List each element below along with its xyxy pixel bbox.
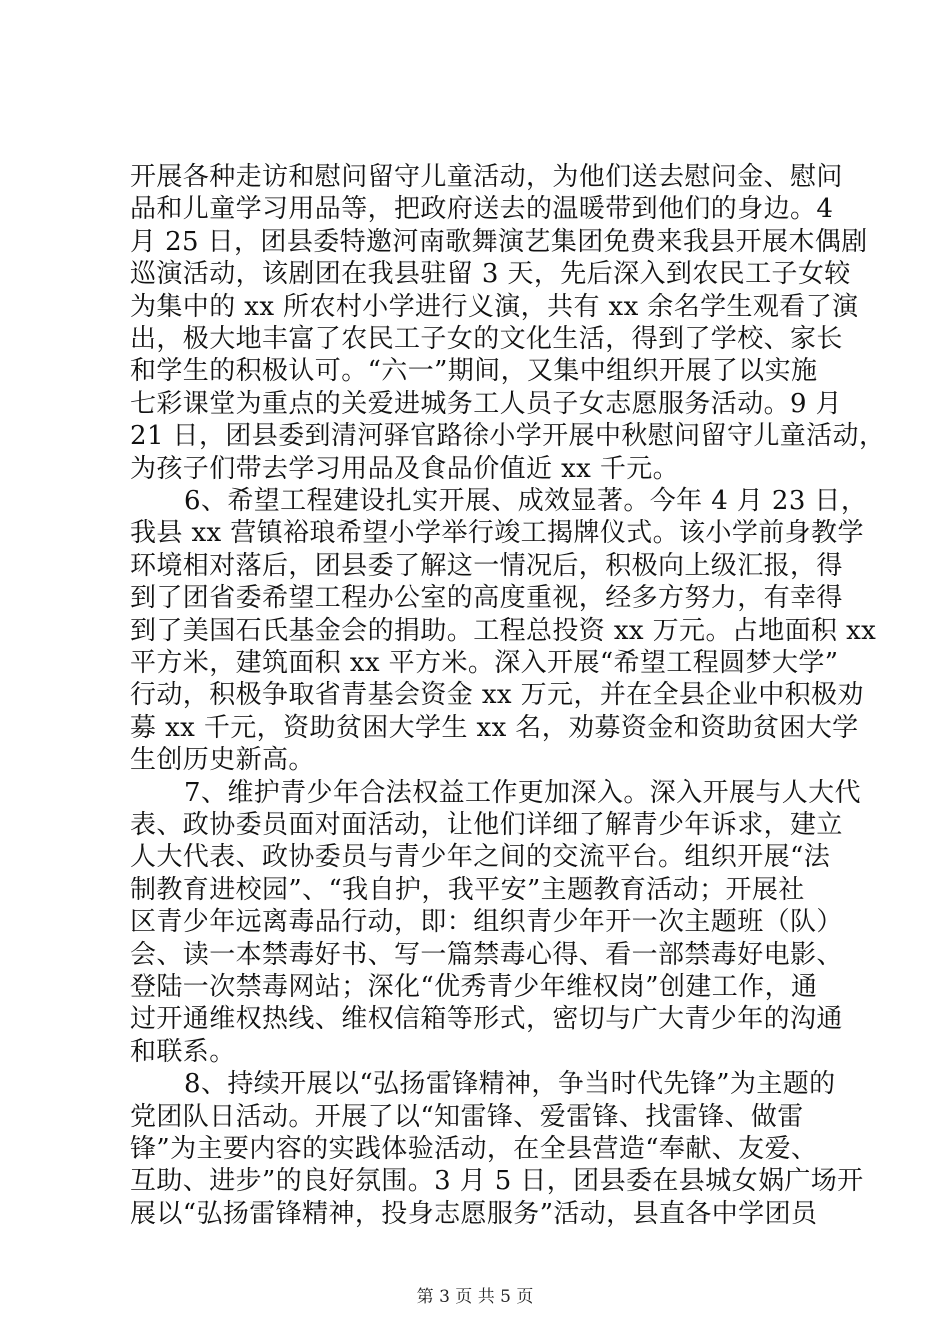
paragraph-heading: 6、希望工程建设扎实开展、成效显著。今年 4 月 23 日， (184, 486, 868, 516)
paragraph-heading: 7、维护青少年合法权益工作更加深入。深入开展与人大代 (184, 777, 861, 808)
text-line: 募 xx 千元，资助贫困大学生 xx 名，劝募资金和资助贫困大学 (130, 712, 859, 743)
text-line: 品和儿童学习用品等，把政府送去的温暖带到他们的身边。4 (130, 194, 834, 225)
text-line: 月 25 日，团县委特邀河南歌舞演艺集团免费来我县开展木偶剧 (130, 226, 868, 257)
text-line: 到了团省委希望工程办公室的高度重视，经多方努力，有幸得 (130, 583, 843, 614)
text-line: 和学生的积极认可。“六一”期间，又集中组织开展了以实施 (130, 356, 818, 387)
text-line: 环境相对落后，团县委了解这一情况后，积极向上级汇报，得 (130, 550, 843, 581)
text-line: 展以“弘扬雷锋精神，投身志愿服务”活动，县直各中学团员 (130, 1198, 818, 1229)
text-line: 人大代表、政协委员与青少年之间的交流平台。组织开展“法 (130, 842, 831, 873)
text-line: 到了美国石氏基金会的捐助。工程总投资 xx 万元。占地面积 xx (130, 615, 877, 646)
text-line: 党团队日活动。开展了以“知雷锋、爱雷锋、找雷锋、做雷 (130, 1101, 804, 1132)
text-line: 为集中的 xx 所农村小学进行义演，共有 xx 余名学生观看了演 (130, 291, 859, 322)
text-line: 为孩子们带去学习用品及食品价值近 xx 千元。 (130, 453, 680, 484)
text-line: 21 日，团县委到清河驿官路徐小学开展中秋慰问留守儿童活动， (130, 421, 886, 452)
text-line: 和联系。 (130, 1036, 236, 1067)
text-line: 生创历史新高。 (130, 745, 315, 776)
text-line: 平方米，建筑面积 xx 平方米。深入开展“希望工程圆梦大学” (130, 648, 839, 678)
text-line: 七彩课堂为重点的关爱进城务工人员子女志愿服务活动。9 月 (130, 388, 843, 419)
paragraph-heading: 8、持续开展以“弘扬雷锋精神，争当时代先锋”为主题的 (184, 1069, 836, 1100)
text-line: 开展各种走访和慰问留守儿童活动，为他们送去慰问金、慰问 (130, 162, 843, 192)
page-footer: 第 3 页 共 5 页 (416, 1287, 534, 1307)
text-line: 锋”为主要内容的实践体验活动，在全县营造“奉献、友爱、 (130, 1134, 818, 1164)
text-line: 制教育进校园”、“我自护，我平安”主题教育活动；开展社 (130, 874, 805, 905)
text-line: 会、读一本禁毒好书、写一篇禁毒心得、看一部禁毒好电影、 (130, 939, 843, 970)
text-line: 出，极大地丰富了农民工子女的文化生活，得到了学校、家长 (130, 324, 843, 354)
text-line: 我县 xx 营镇裕琅希望小学举行竣工揭牌仪式。该小学前身教学 (130, 518, 864, 549)
text-line: 区青少年远离毒品行动，即：组织青少年开一次主题班（队） (130, 907, 843, 938)
text-line: 过开通维权热线、维权信箱等形式，密切与广大青少年的沟通 (130, 1004, 843, 1035)
text-line: 巡演活动，该剧团在我县驻留 3 天，先后深入到农民工子女较 (130, 259, 851, 290)
text-line: 互助、进步”的良好氛围。3 月 5 日，团县委在县城女娲广场开 (130, 1166, 864, 1197)
text-line: 表、政协委员面对面活动，让他们详细了解青少年诉求，建立 (130, 810, 843, 840)
text-line: 登陆一次禁毒网站；深化“优秀青少年维权岗”创建工作，通 (130, 972, 818, 1002)
text-line: 行动，积极争取省青基会资金 xx 万元，并在全县企业中积极劝 (130, 680, 864, 711)
